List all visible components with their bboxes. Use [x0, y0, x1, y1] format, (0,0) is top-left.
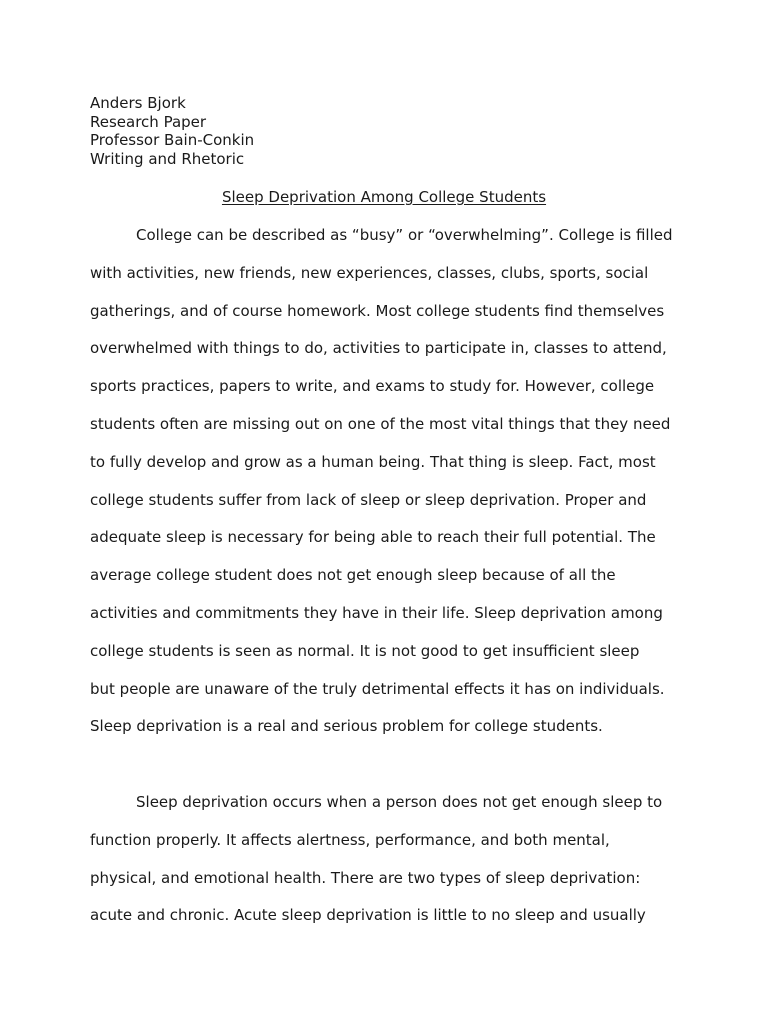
text-line: adequate sleep is necessary for being able to reach their full potential. The [90, 528, 656, 547]
text-line: physical, and emotional health. There are two types of sleep deprivation: [90, 868, 641, 887]
text-line: college students suffer from lack of sleep or sleep deprivation. Proper and [90, 490, 647, 509]
text-line: acute and chronic. Acute sleep deprivation is little to no sleep and usually [90, 906, 646, 925]
text-line: activities and commitments they have in their life. Sleep deprivation among [90, 603, 663, 622]
text-line: gatherings, and of course homework. Most college students find themselves [90, 301, 665, 320]
professor-name: Professor Bain-Conkin [90, 131, 255, 149]
document-type: Research Paper [90, 112, 207, 131]
text-line: students often are missing out on one of the most vital things that they need [90, 414, 671, 433]
text-line: with activities, new friends, new experiences, classes, clubs, sports, social [90, 263, 649, 282]
text-line: function properly. It affects alertness, performance, and both mental, [90, 830, 610, 849]
text-line: to fully develop and grow as a human being. That thing is sleep. Fact, most [90, 452, 656, 471]
text-line: but people are unaware of the truly detrimental effects it has on individuals. [90, 679, 665, 698]
document-header [90, 94, 690, 168]
text-line: Sleep deprivation occurs when a person does not get enough sleep to [136, 793, 663, 811]
text-line: overwhelmed with things to do, activities to participate in, classes to attend, [90, 339, 667, 358]
paragraph-2 [90, 791, 690, 942]
paper-title-text: Sleep Deprivation Among College Students [221, 188, 547, 206]
text-line: sports practices, papers to write, and exams to study for. However, college [90, 377, 655, 396]
text-line: Sleep deprivation is a real and serious problem for college students. [90, 717, 603, 736]
text-line: College can be described as “busy” or “overwhelming”. College is filled [136, 226, 673, 244]
text-line: average college student does not get enough sleep because of all the [90, 566, 616, 585]
paper-title [0, 187, 768, 207]
course-name: Writing and Rhetoric [90, 149, 245, 168]
paragraph-1 [90, 224, 690, 753]
author-name: Anders Bjork [90, 94, 186, 112]
text-line: college students is seen as normal. It is not good to get insufficient sleep [90, 641, 640, 660]
